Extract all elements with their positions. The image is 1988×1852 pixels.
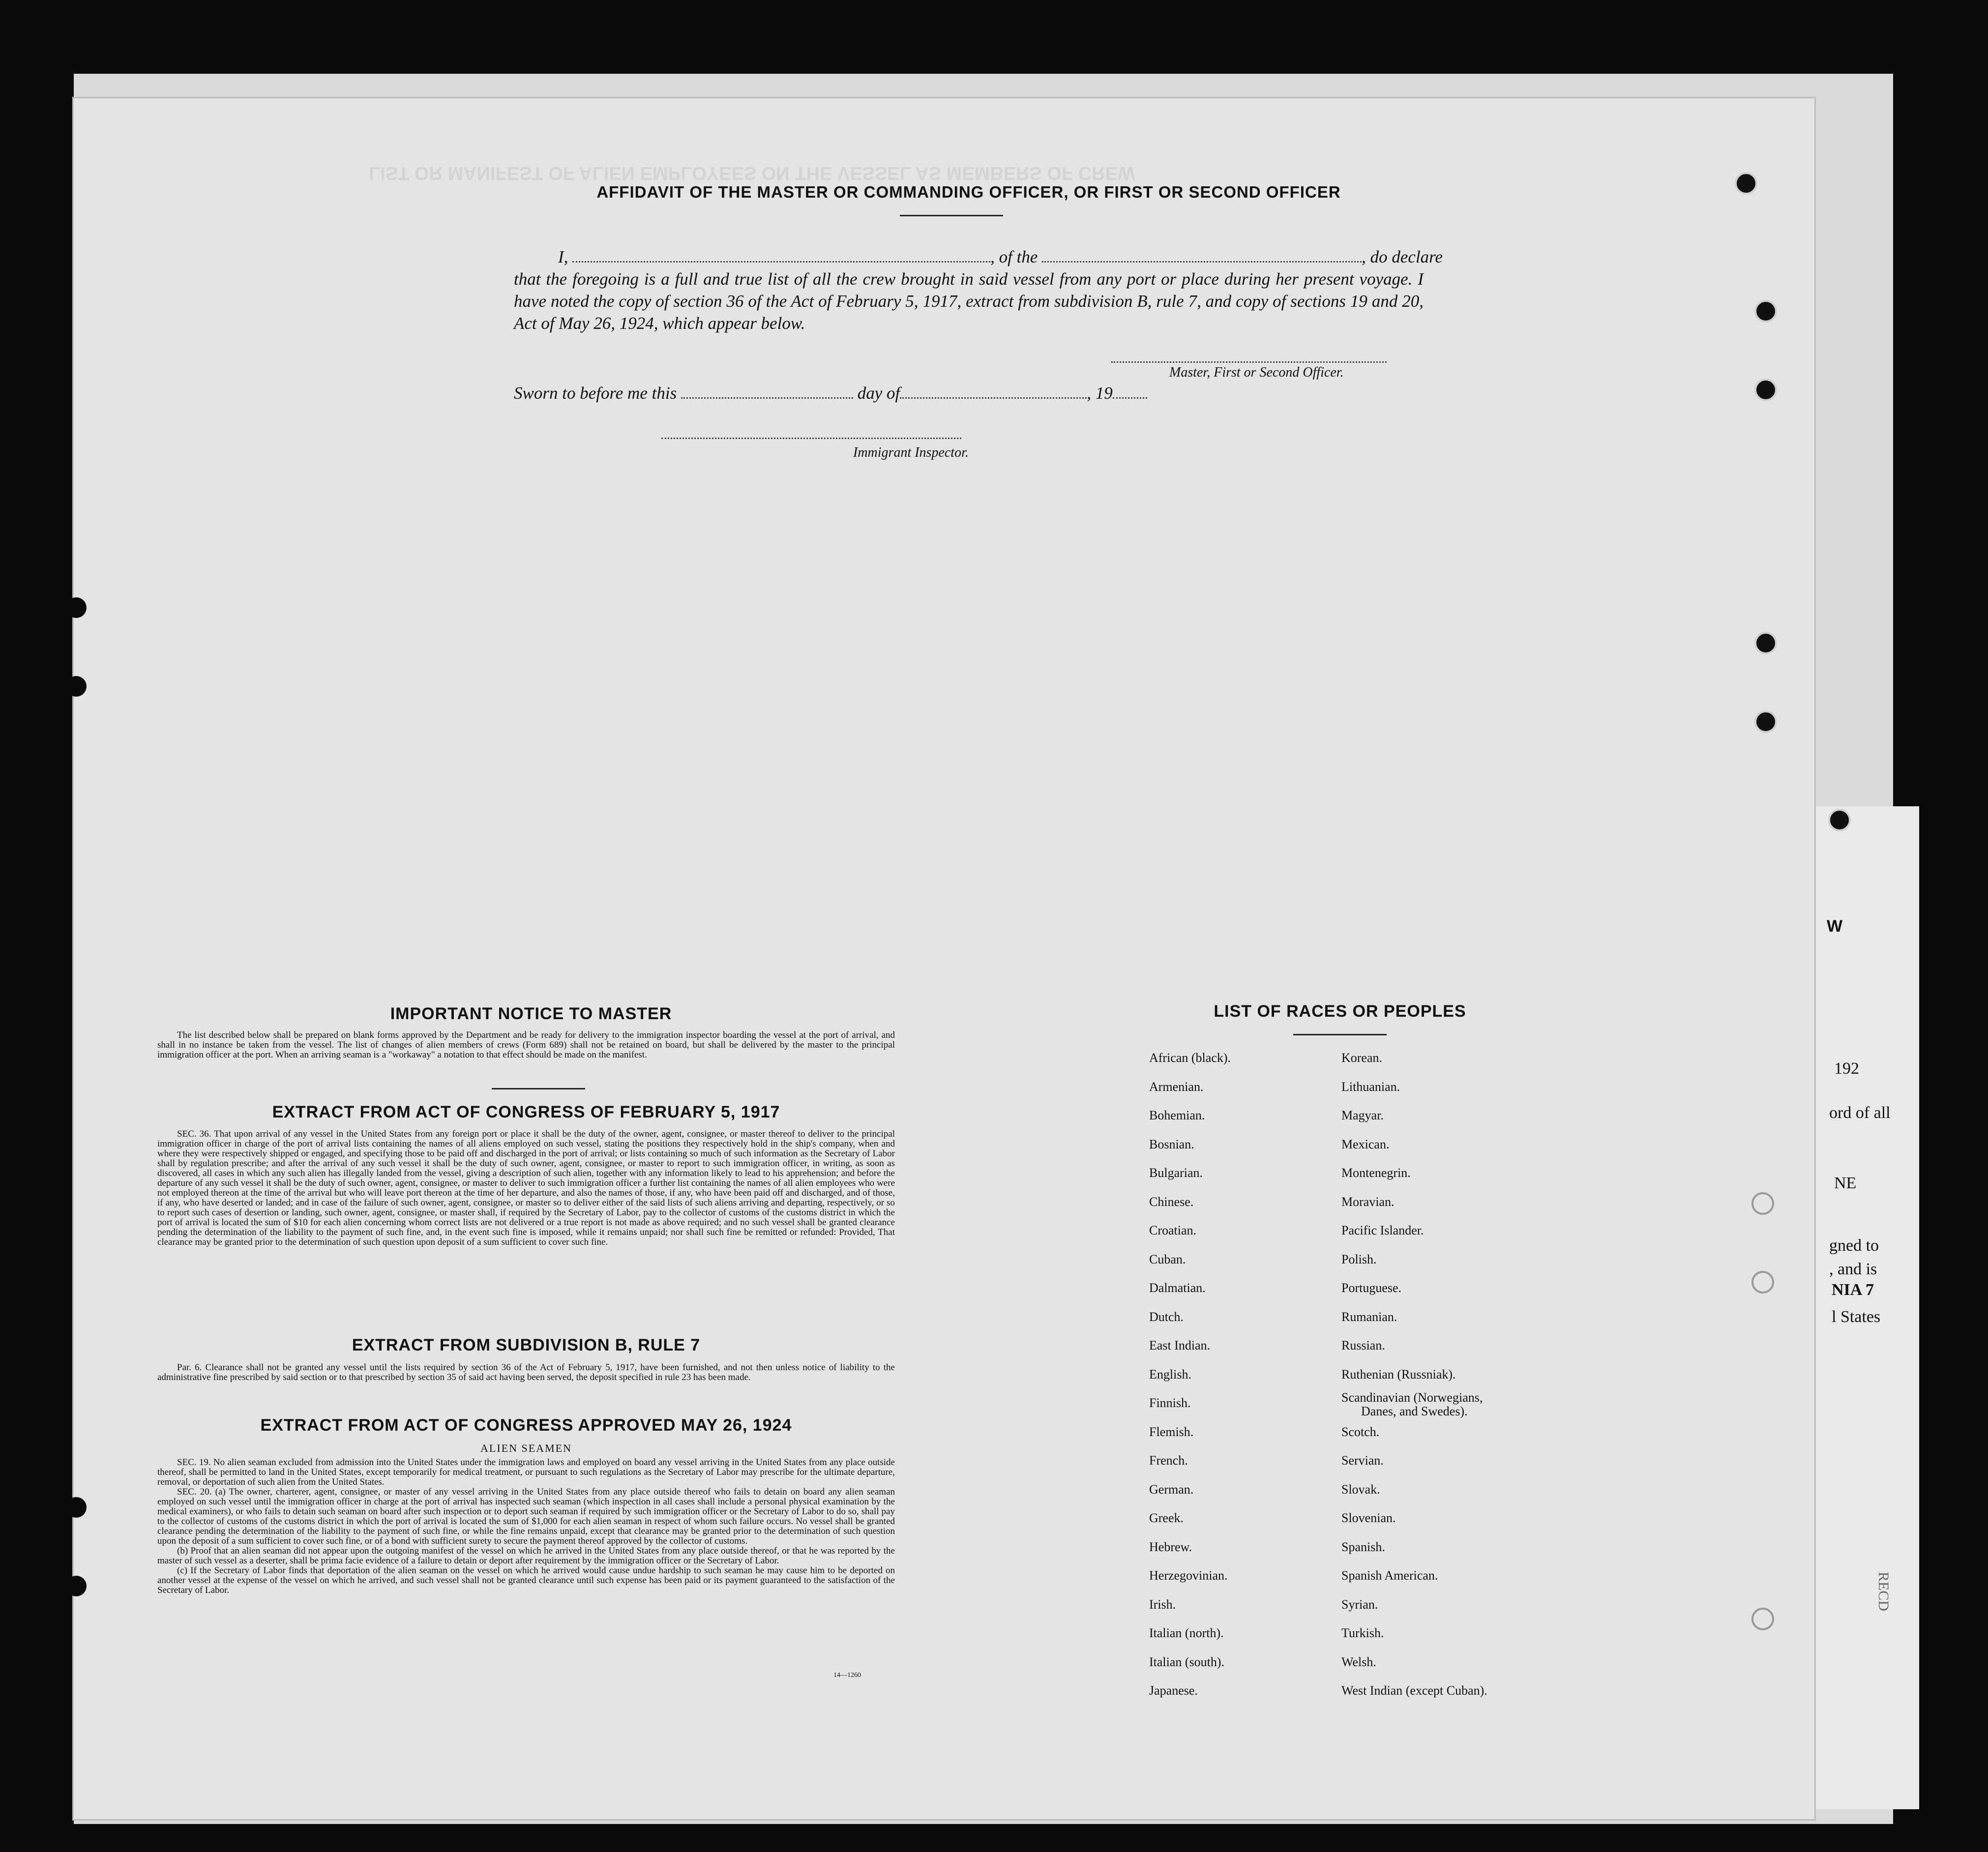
of-the-label: , of the — [990, 247, 1038, 266]
notice-title: IMPORTANT NOTICE TO MASTER — [390, 1004, 672, 1023]
race-item: Slovenian. — [1341, 1511, 1396, 1525]
alien-seamen-subtitle: ALIEN SEAMEN — [480, 1442, 572, 1454]
back-sheet-ord-of-all: ord of all — [1829, 1104, 1891, 1122]
inspector-signature-line[interactable] — [661, 438, 961, 439]
race-item: French. — [1149, 1453, 1188, 1468]
race-item: Portuguese. — [1341, 1281, 1402, 1295]
back-sheet-recd: RECD — [1875, 1571, 1892, 1612]
affidavit-declaration — [514, 246, 1443, 334]
master-signature-label: Master, First or Second Officer. — [1169, 365, 1344, 380]
day-of-label: day of — [857, 383, 900, 403]
notice-rule — [492, 1088, 585, 1089]
race-item: Greek. — [1149, 1511, 1184, 1525]
race-item: Ruthenian (Russniak). — [1341, 1367, 1456, 1382]
binder-hole-ring — [1751, 1192, 1774, 1215]
race-item: Magyar. — [1341, 1108, 1384, 1122]
back-sheet-ne: NE — [1834, 1174, 1857, 1192]
race-item: West Indian (except Cuban). — [1341, 1683, 1487, 1698]
year-label: , 19 — [1087, 383, 1113, 403]
binder-hole — [66, 676, 87, 697]
extract-1917-text: SEC. 36. That upon arrival of any vessel in the United States from any foreign port or place it shall be the duty of the owner, agent, consignee, or master thereof to deliver to the principal immigration officer in charge of the port of arrival lists containing the names of all aliens employed on such vessel, stating the positions they respectively hold in the ship's company, when and where they were respectively shipped or engaged, and specifying those to be paid off and discharged in the port of arrival; or lists containing so much of such information as the Secretary of Labor shall by regulation prescribe; and after the arrival of any such vessel it shall be the duty of such owner, agent, consignee, or master to report to such immigration officer, in writing, as soon as discovered, all cases in which any such alien has illegally landed from the vessel, giving a description of such alien, together with any information likely to lead to his apprehension; and before the departure of any such vessel it shall be the duty of such owner, agent, consignee, or master to deliver to such immigration officer a further list containing the names of all alien employees who were not employed thereon at the time of the arrival but who will leave port thereon at the time of her departure, and also the names of those, if any, who have been paid off and discharged, and of those, if any, who have deserted or landed; and in case of the failure of such owner, agent, consignee, or master so to deliver either of the said lists of such aliens arriving and departing, respectively, or so to report such cases of desertion or landing, such owner, agent, consignee, or master shall, if required by the Secretary of Labor, pay to the collector of customs of the customs district in which the port of arrival is located the sum of $10 for each alien concerning whom correct lists are not delivered or a true report is not made as above required; and no such vessel shall be granted clearance pending the determination of the liability to the payment of such fine, and, in the event such fine is imposed, while it remains unpaid; nor shall such fine be remitted or refunded: Provided, That clearance may be granted prior to the determination of such question upon deposit of a sum sufficient to cover such fine. — [157, 1129, 895, 1247]
back-sheet-and-is: , and is — [1829, 1260, 1877, 1278]
race-item: Mexican. — [1341, 1137, 1390, 1151]
extract-rule7-title: EXTRACT FROM SUBDIVISION B, RULE 7 — [352, 1336, 701, 1354]
race-item: Scandinavian (Norwegians, Danes, and Swedes). — [1341, 1390, 1483, 1418]
back-sheet-nia: NIA 7 — [1832, 1281, 1874, 1299]
race-item: Moravian. — [1341, 1194, 1395, 1209]
race-item: Lithuanian. — [1341, 1079, 1400, 1094]
section-20c-text: (c) If the Secretary of Labor finds that deportation of the alien seaman on the vessel on which he arrived would cause undue hardship to such seaman he may cause him to be deported on another vessel at the expense of the vessel on which he arrived, and such vessel shall not be granted clearance until such expense has been paid or its payment guaranteed to the satisfaction of the Secretary of Labor. — [157, 1565, 895, 1595]
race-item: Syrian. — [1341, 1597, 1378, 1612]
do-declare-label: , do declare — [1362, 247, 1443, 266]
race-item: Bulgarian. — [1149, 1166, 1203, 1180]
race-item-continuation: Danes, and Swedes). — [1361, 1404, 1468, 1418]
back-sheet-gned-to: gned to — [1829, 1236, 1879, 1255]
back-sheet-l-states: l States — [1832, 1308, 1881, 1326]
bleed-through-title: LIST OR MANIFEST OF ALIEN EMPLOYEES ON THE VESSEL AS MEMBERS OF CREW — [369, 163, 1135, 183]
sworn-day-field[interactable] — [681, 383, 853, 399]
officer-name-field[interactable] — [572, 247, 990, 263]
notice-text: The list described below shall be prepared on blank forms approved by the Department and be ready for delivery to the immigration inspector boarding the vessel at the port of arrival, and shall in no instance be taken from the vessel. The list of changes of alien members of crews (Form 689) shall not be retained on board, but shall be delivered by the master to the principal immigration officer at the port. When an arriving seaman is a "workaway" a notation to that effect should be made on the manifest. — [157, 1030, 895, 1060]
affidavit-title: AFFIDAVIT OF THE MASTER OR COMMANDING OFFICER, OR FIRST OR SECOND OFFICER — [596, 183, 1341, 201]
race-item: Turkish. — [1341, 1626, 1384, 1640]
binder-hole-ring — [1751, 1608, 1774, 1630]
race-item: Rumanian. — [1341, 1309, 1397, 1324]
race-item: Hebrew. — [1149, 1539, 1192, 1554]
race-item: Finnish. — [1149, 1396, 1191, 1410]
binder-hole — [66, 597, 87, 618]
race-item: Slovak. — [1341, 1482, 1380, 1497]
extract-1917-title: EXTRACT FROM ACT OF CONGRESS OF FEBRUARY 5, 1917 — [272, 1103, 780, 1121]
race-item: Dalmatian. — [1149, 1281, 1206, 1295]
race-item: Pacific Islander. — [1341, 1223, 1424, 1237]
race-item: Herzegovinian. — [1149, 1568, 1228, 1583]
race-item: Polish. — [1341, 1252, 1377, 1266]
extract-1924-title: EXTRACT FROM ACT OF CONGRESS APPROVED MAY 26, 1924 — [260, 1416, 792, 1435]
race-item: Montenegrin. — [1341, 1166, 1411, 1180]
binder-hole — [1828, 809, 1851, 831]
section-19-text: SEC. 19. No alien seaman excluded from admission into the United States under the immigration laws and employed on board any vessel arriving in the United States from any place outside thereof, shall be permitted to land in the United States, except temporarily for medical treatment, or pursuant to such regulations as the Secretary of Labor may prescribe for the ultimate departure, removal, or deportation of such alien from the United States. — [157, 1457, 895, 1487]
binder-hole — [1754, 379, 1777, 401]
races-title-rule — [1293, 1034, 1387, 1035]
race-item: African (black). — [1149, 1051, 1231, 1065]
vessel-name-field[interactable] — [1042, 247, 1362, 263]
sworn-month-field[interactable] — [900, 383, 1087, 399]
binder-hole — [66, 1576, 87, 1596]
race-item: Servian. — [1341, 1453, 1384, 1468]
race-item: Bosnian. — [1149, 1137, 1194, 1151]
race-item: East Indian. — [1149, 1338, 1211, 1352]
form-number: 14—1260 — [833, 1672, 861, 1679]
sworn-label: Sworn to before me this — [514, 383, 677, 403]
race-item: Flemish. — [1149, 1424, 1194, 1439]
section-20b-text: (b) Proof that an alien seaman did not appear upon the outgoing manifest of the vessel on which he arrived in the United States from any place outside thereof, or that he was reported by the master of such vessel as a deserter, shall be prima facie evidence of a failure to detain or deport after requirement by the immigration officer or the Secretary of Labor. — [157, 1546, 895, 1566]
extract-rule7-text: Par. 6. Clearance shall not be granted any vessel until the lists required by section 36 of the Act of February 5, 1917, have been furnished, and not then unless notice of liability to the administrative fine prescribed by said section or to that prescribed by section 35 of said act having been served, the deposit specified in rule 23 has been made. — [157, 1362, 895, 1382]
race-item: German. — [1149, 1482, 1194, 1497]
race-item: English. — [1149, 1367, 1191, 1382]
race-item: Spanish American. — [1341, 1568, 1438, 1583]
sworn-line — [514, 383, 1147, 403]
sworn-year-field[interactable] — [1113, 383, 1147, 399]
race-item: Russian. — [1341, 1338, 1385, 1352]
affidavit-body: that the foregoing is a full and true list of all the crew brought in said vessel from any port or place during her present voyage. I have noted the copy of section 36 of the Act of February 5, 1917, extract from subdivision B, rule 7, and copy of sections 19 and 20, Act of May 26, 1924, which appear below. — [514, 269, 1424, 333]
race-item: Bohemian. — [1149, 1108, 1205, 1122]
race-item: Cuban. — [1149, 1252, 1186, 1266]
binder-hole — [1754, 710, 1777, 733]
master-signature-line[interactable] — [1111, 361, 1387, 363]
race-item: Italian (north). — [1149, 1626, 1224, 1640]
affidavit-title-rule — [900, 215, 1003, 216]
race-item: Chinese. — [1149, 1194, 1194, 1209]
inspector-label: Immigrant Inspector. — [853, 445, 969, 460]
race-item: Spanish. — [1341, 1539, 1385, 1554]
race-item: Korean. — [1341, 1051, 1383, 1065]
binder-hole-ring — [1751, 1271, 1774, 1293]
declaration-line — [514, 246, 1443, 268]
races-title: LIST OF RACES OR PEOPLES — [1214, 1002, 1466, 1021]
race-item: Irish. — [1149, 1597, 1176, 1612]
race-item: Croatian. — [1149, 1223, 1197, 1237]
binder-hole — [1735, 172, 1757, 195]
i-label: I, — [558, 247, 568, 266]
race-item: Dutch. — [1149, 1309, 1184, 1324]
binder-hole — [1754, 632, 1777, 654]
race-item: Italian (south). — [1149, 1654, 1225, 1669]
race-item: Welsh. — [1341, 1654, 1376, 1669]
binder-hole — [1754, 300, 1777, 323]
section-20a-text: SEC. 20. (a) The owner, charterer, agent, consignee, or master of any vessel arriving in the United States from any place outside thereof who fails to detain on board any alien seaman employed on such vessel until the immigration officer in charge at the port of arrival has inspected such seaman (which inspection in all cases shall include a personal physical examination by the medical examiners), or who fails to detain such seaman on board after such inspection or to deport such seaman if required by such immigration officer or the Secretary of Labor to do so, shall pay to the collector of customs of the customs district in which the port of arrival is located the sum of $1,000 for each alien seaman in respect of whom such failure occurs. No vessel shall be granted clearance pending the determination of the liability to the payment of such fine, or while the fine remains unpaid, except that clearance may be granted prior to the determination of such question upon the deposit of a sum sufficient to cover such fine, or of a bond with sufficient surety to secure the payment thereof approved by the collector of customs. — [157, 1487, 895, 1546]
back-sheet-w: W — [1827, 917, 1843, 936]
race-item: Japanese. — [1149, 1683, 1198, 1698]
back-sheet-192: 192 — [1834, 1059, 1859, 1078]
race-item: Scotch. — [1341, 1424, 1380, 1439]
extract-1924-text — [157, 1458, 895, 1595]
race-item: Armenian. — [1149, 1079, 1204, 1094]
binder-hole — [66, 1497, 87, 1518]
